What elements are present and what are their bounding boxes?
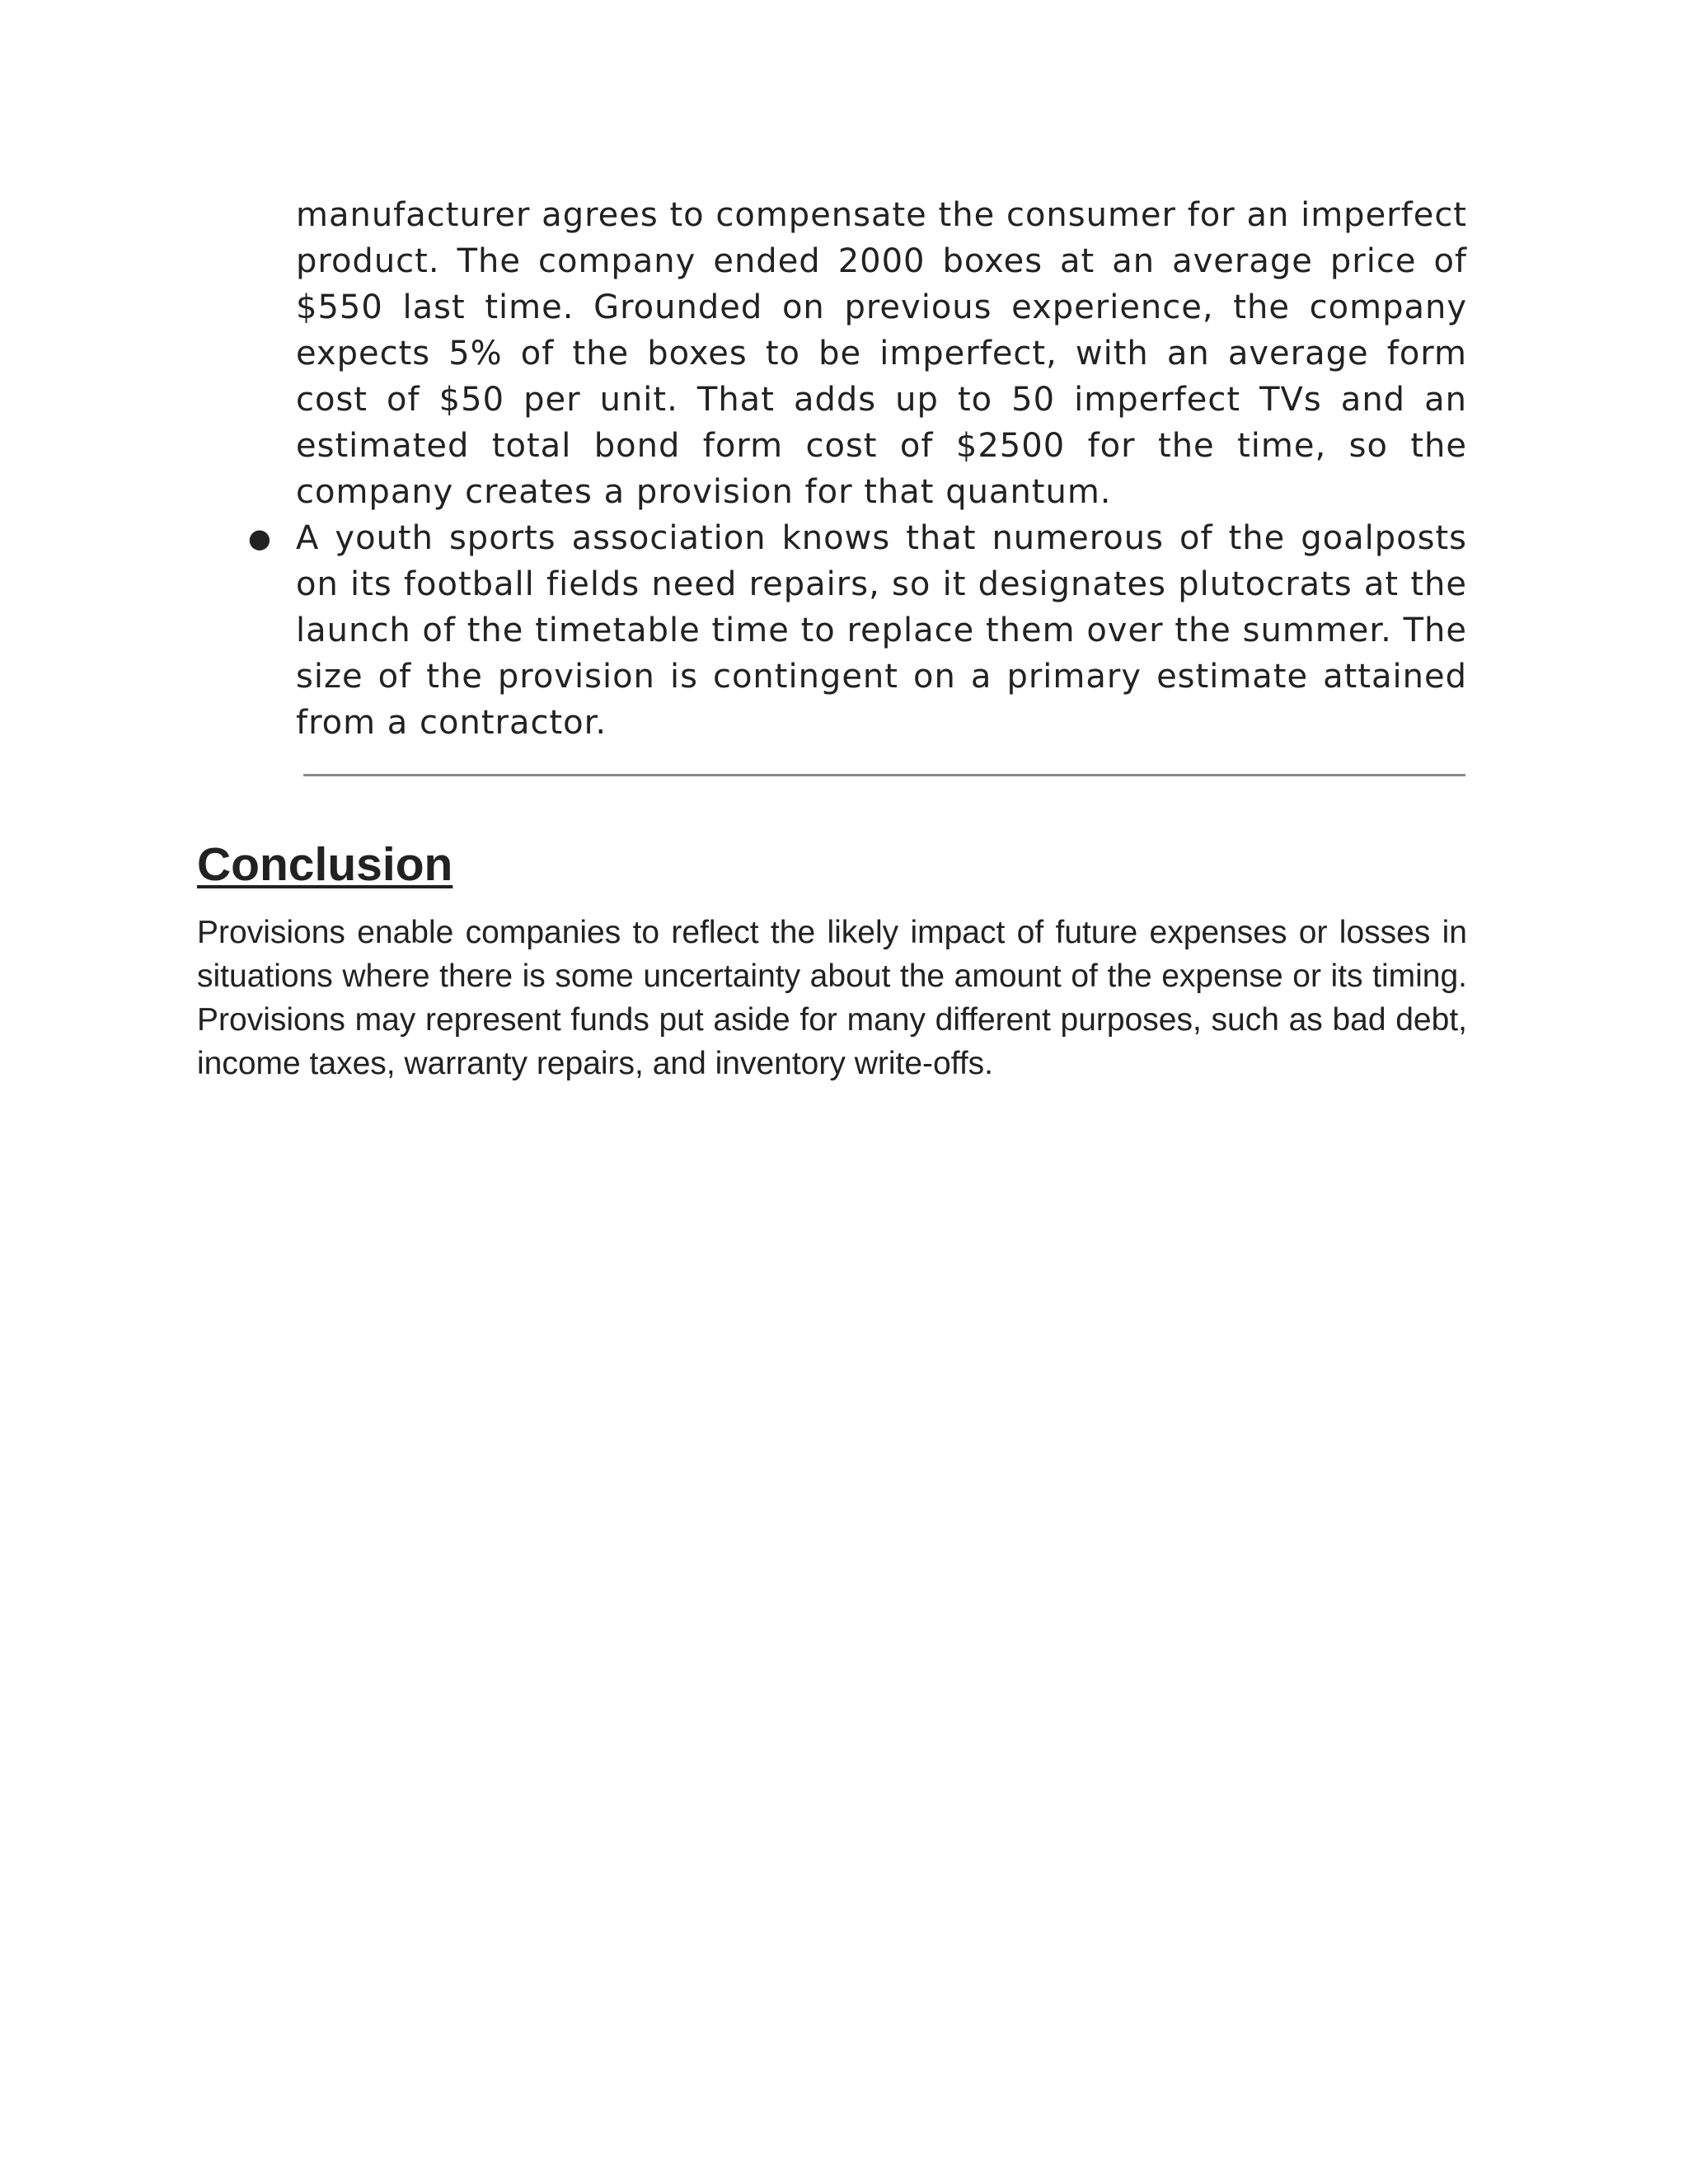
horizontal-divider <box>303 774 1465 776</box>
continued-paragraph: manufacturer agrees to compensate the consumer for an imperfect product. The company ended 2000 boxes at an average price of $550 last time. Grounded on previous experience, the company expects 5% of the boxes to be imperfect, with an average form cost of $50 per unit. That adds up to 50 imperfect TVs and an estimated total bond form cost of $2500 for the time, so the company creates a provision for that quantum. <box>296 196 1467 511</box>
conclusion-heading: Conclusion <box>197 838 453 891</box>
conclusion-paragraph: Provisions enable companies to reflect the likely impact of future expenses or losses in situations where there is some uncertainty about the amount of the expense or its timing. Provisions may represent funds put aside for many different purposes, such as bad debt, income taxes, warranty repairs, and inventory write-offs. <box>197 915 1467 1081</box>
bullet-marker: ● <box>248 523 271 554</box>
bullet-list-item: A youth sports association knows that numerous of the goalposts on its football fields need repairs, so it designates plutocrats at the launch of the timetable time to replace them over the summer. The size of the provision is contingent on a primary estimate attained from a contractor. <box>296 519 1467 742</box>
